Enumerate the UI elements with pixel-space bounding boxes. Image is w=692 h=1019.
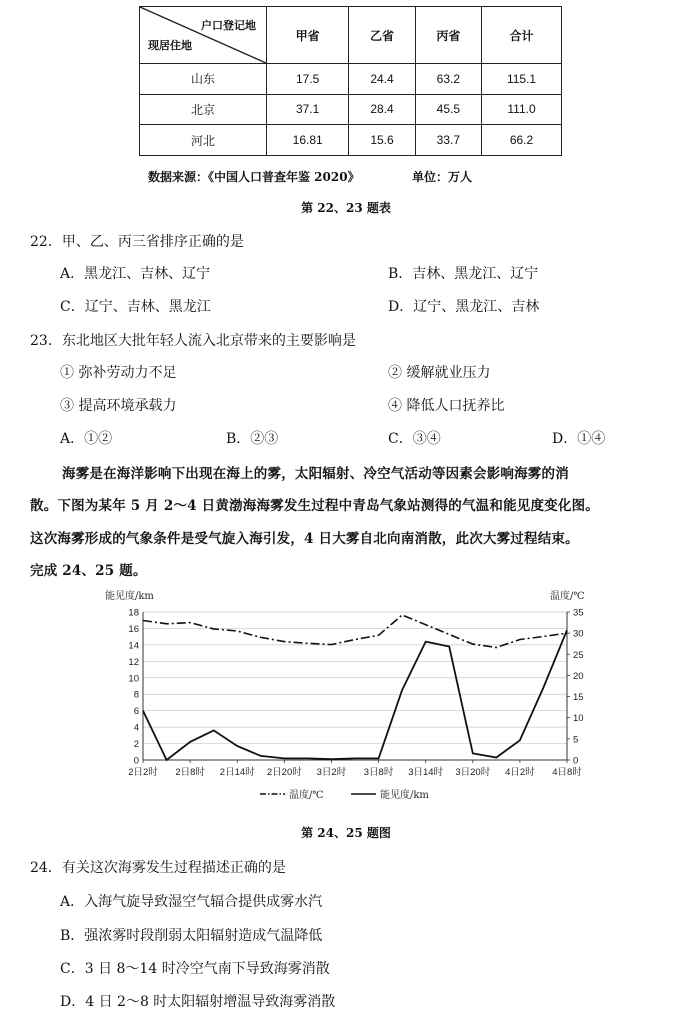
column-header: 合计 (482, 7, 562, 64)
q22-option-c: C．辽宁、吉林、黑龙江 (60, 299, 211, 315)
legend-label-temperature: 温度/℃ (289, 790, 324, 801)
q24-option-d: D．4 日 2～8 时太阳辐射增温导致海雾消散 (60, 994, 336, 1010)
q22-option-a: A．黑龙江、吉林、辽宁 (60, 266, 211, 282)
q22-option-d: D．辽宁、黑龙江、吉林 (388, 299, 540, 315)
left-tick-label: 10 (128, 673, 139, 685)
table-row (140, 64, 562, 95)
corner-bottom-label: 现居住地 (148, 39, 192, 52)
left-tick-label: 2 (133, 739, 139, 751)
population-table (139, 6, 562, 156)
column-header: 甲省 (267, 7, 349, 64)
x-tick-labels (128, 766, 582, 778)
right-tick-labels (573, 608, 584, 767)
series-line-visibility (143, 630, 567, 760)
left-tick-label: 12 (128, 656, 139, 668)
chart-legend (260, 788, 429, 801)
passage-line-3: 这次海雾形成的气象条件是受气旋入海引发，4 日大雾自北向南消散，此次大雾过程结束。 (30, 531, 579, 547)
q23-item-2: ② 缓解就业压力 (388, 365, 491, 381)
question-24-stem: 24．有关这次海雾发生过程描述正确的是 (30, 860, 286, 876)
table-header-row (140, 7, 562, 64)
table-corner-cell (140, 7, 267, 64)
legend-label-visibility: 能见度/km (380, 790, 429, 801)
table-caption: 第 22、23 题表 (301, 201, 391, 215)
left-tick-label: 4 (133, 722, 139, 734)
q23-option-b: B．②③ (226, 431, 279, 447)
column-header: 乙省 (349, 7, 415, 64)
q23-item-1: ① 弥补劳动力不足 (60, 365, 177, 381)
question-22-stem: 22．甲、乙、丙三省排序正确的是 (30, 234, 244, 250)
x-tick-label: 4日8时 (552, 767, 582, 778)
x-tick-label: 4日2时 (505, 767, 535, 778)
chart-caption: 第 24、25 题图 (301, 826, 391, 840)
table-cell: 111.0 (482, 94, 562, 125)
right-tick-label: 30 (573, 628, 584, 640)
x-tick-label: 3日8时 (363, 767, 394, 778)
table-cell: 37.1 (267, 94, 349, 125)
table-cell: 63.2 (415, 64, 481, 95)
row-header: 北京 (140, 94, 267, 125)
right-tick-label: 10 (573, 713, 584, 725)
left-tick-label: 6 (133, 706, 139, 718)
q24-option-b: B．强浓雾时段削弱太阳辐射造成气温降低 (60, 928, 323, 944)
temperature-visibility-chart (100, 587, 590, 802)
x-tick-label: 3日2时 (316, 767, 347, 778)
q23-item-4: ④ 降低人口抚养比 (388, 398, 505, 414)
left-tick-label: 14 (128, 640, 139, 652)
left-tick-label: 18 (128, 607, 139, 619)
chart-axes (143, 612, 570, 763)
right-tick-label: 0 (573, 755, 579, 767)
table-cell: 16.81 (267, 125, 349, 156)
row-header: 山东 (140, 64, 267, 95)
right-tick-label: 25 (573, 649, 584, 661)
left-tick-labels (128, 608, 139, 767)
left-tick-label: 8 (133, 689, 139, 701)
passage-line-2: 散。下图为某年 5 月 2～4 日黄渤海海雾发生过程中青岛气象站测得的气温和能见度变化图。 (30, 498, 599, 514)
corner-diagonal (140, 7, 266, 63)
table-cell: 24.4 (349, 64, 415, 95)
table-cell: 115.1 (482, 64, 562, 95)
corner-top-label: 户口登记地 (201, 19, 256, 32)
right-tick-label: 20 (573, 670, 584, 682)
q23-option-a: A．①② (60, 431, 113, 447)
right-axis-label: 温度/℃ (550, 591, 585, 602)
x-tick-label: 3日14时 (408, 767, 444, 778)
question-23-stem: 23．东北地区大批年轻人流入北京带来的主要影响是 (30, 333, 356, 349)
q24-option-a: A．入海气旋导致湿空气辐合提供成雾水汽 (60, 894, 323, 910)
table-source: 数据来源：《中国人口普查年鉴 2020》 (148, 170, 360, 184)
table-cell: 15.6 (349, 125, 415, 156)
chart-grid (143, 612, 567, 760)
x-tick-label: 2日2时 (128, 767, 158, 778)
table-row (140, 125, 562, 156)
column-header: 丙省 (415, 7, 481, 64)
right-tick-label: 15 (573, 692, 584, 704)
series-line-temperature (143, 615, 567, 648)
table-row (140, 94, 562, 125)
q24-option-c: C．3 日 8～14 时冷空气南下导致海雾消散 (60, 961, 330, 977)
right-tick-label: 5 (573, 734, 579, 746)
x-tick-label: 2日8时 (175, 767, 205, 778)
x-tick-label: 3日20时 (455, 767, 491, 778)
passage-line-4: 完成 24、25 题。 (30, 563, 147, 579)
x-tick-label: 2日20时 (266, 767, 302, 778)
left-tick-label: 0 (133, 755, 139, 767)
left-tick-label: 16 (128, 623, 139, 635)
row-header: 河北 (140, 125, 267, 156)
table-cell: 33.7 (415, 125, 481, 156)
q23-option-d: D．①④ (552, 431, 606, 447)
right-tick-label: 35 (573, 607, 584, 619)
q22-option-b: B．吉林、黑龙江、辽宁 (388, 266, 539, 282)
q23-item-3: ③ 提高环境承载力 (60, 398, 177, 414)
table-cell: 28.4 (349, 94, 415, 125)
table-cell: 66.2 (482, 125, 562, 156)
table-cell: 45.5 (415, 94, 481, 125)
table-unit: 单位：万人 (412, 170, 473, 184)
left-axis-label: 能见度/km (105, 591, 154, 602)
table-cell: 17.5 (267, 64, 349, 95)
passage-line-1: 海雾是在海洋影响下出现在海上的雾，太阳辐射、冷空气活动等因素会影响海雾的消 (62, 466, 569, 482)
q23-option-c: C．③④ (388, 431, 441, 447)
x-tick-label: 2日14时 (219, 767, 255, 778)
